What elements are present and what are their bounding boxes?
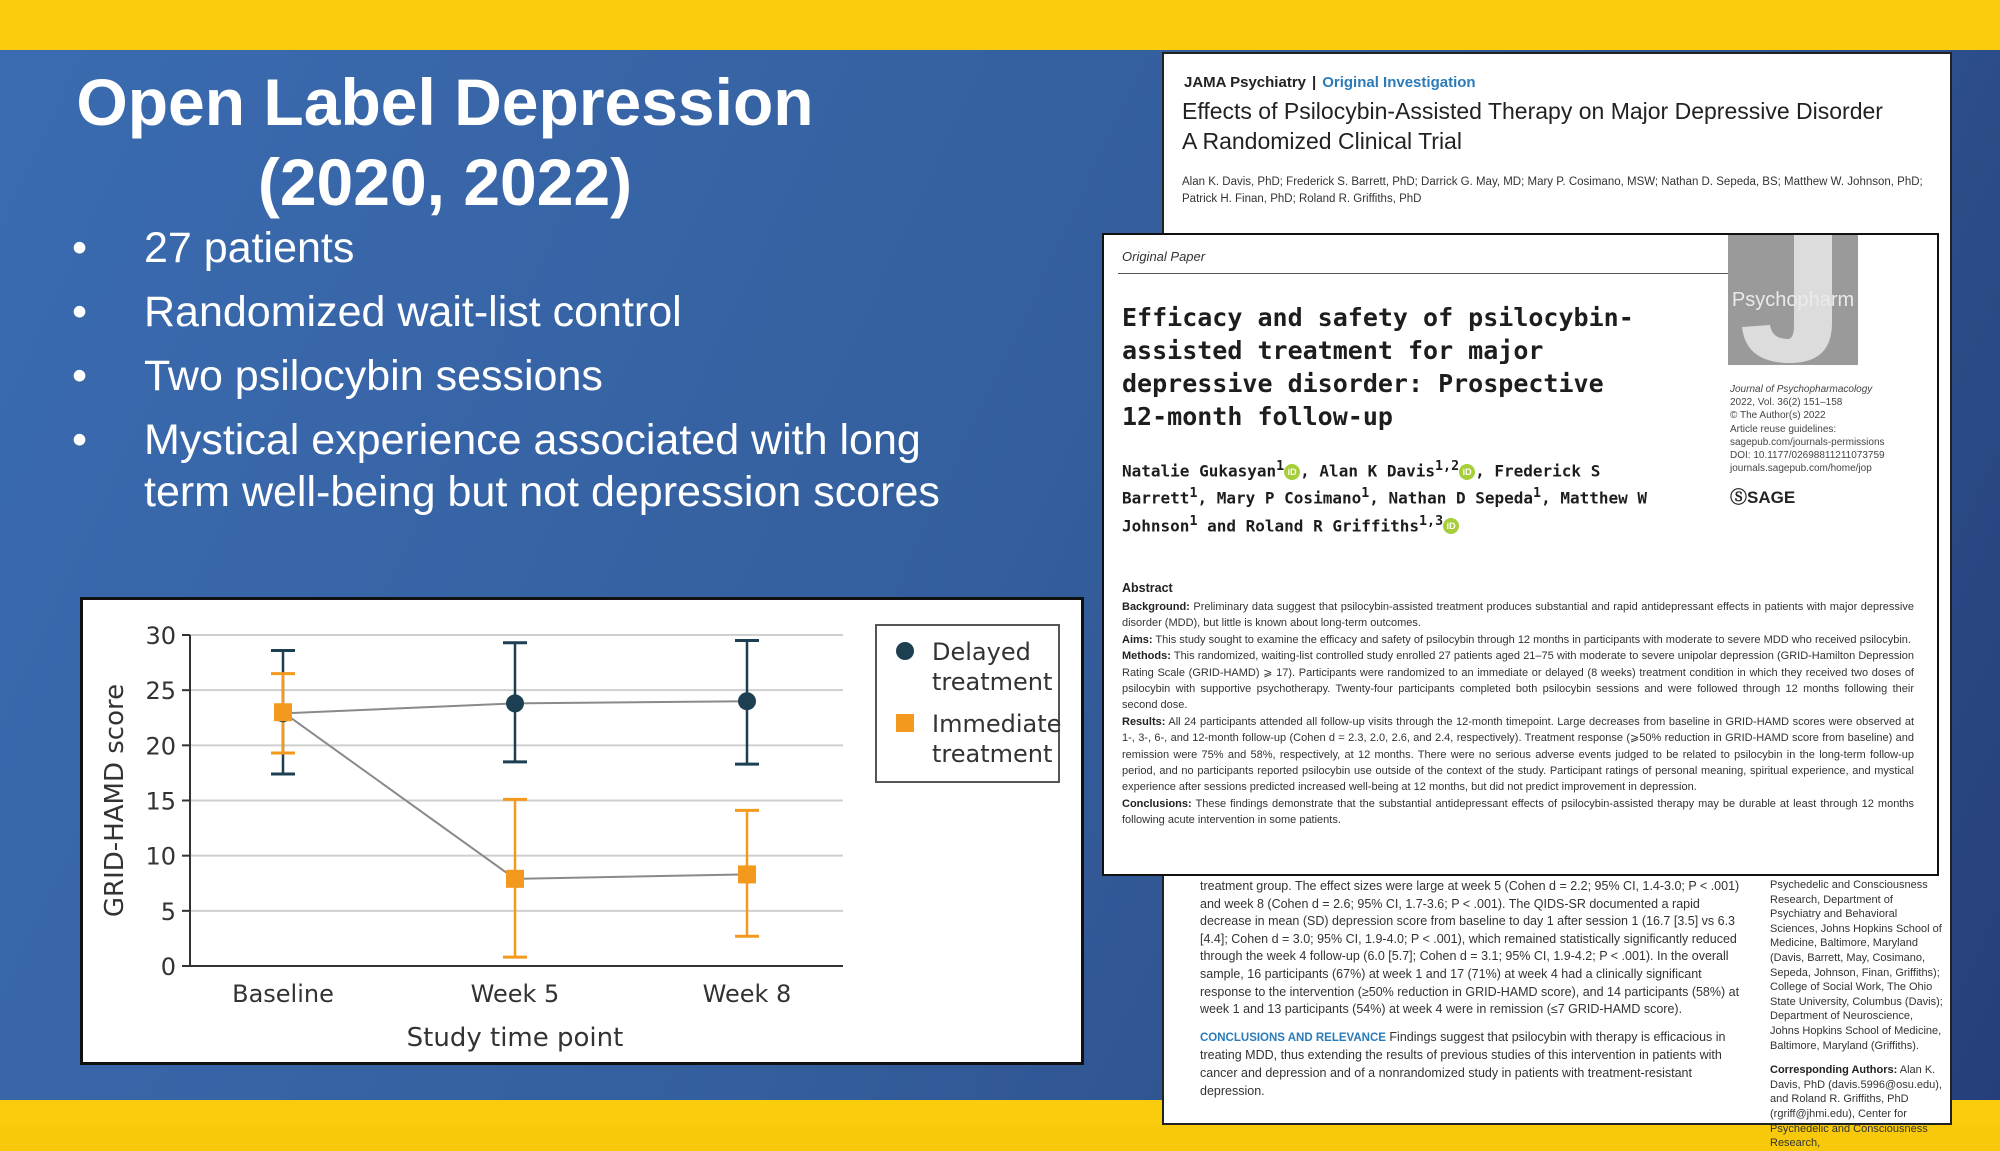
author-sup: 1: [1189, 513, 1198, 529]
corresponding-authors: [1770, 1063, 1945, 1151]
legend-label: Immediate: [932, 710, 1062, 738]
jama-header: [1184, 74, 1476, 91]
data-point: [506, 870, 524, 888]
data-point: [506, 694, 524, 712]
y-tick-label: 30: [145, 622, 176, 650]
y-tick-label: 25: [145, 677, 176, 706]
data-point: [738, 865, 756, 883]
x-tick-label: Week 5: [470, 980, 560, 1008]
top-accent-bar: [0, 0, 2000, 50]
data-point: [274, 703, 292, 721]
corresponding-heading: Corresponding Authors:: [1770, 1064, 1898, 1077]
slide-title-line2: (2020, 2022): [257, 145, 633, 219]
abstract-label: Aims:: [1122, 633, 1153, 646]
grid-hamd-chart: [83, 600, 1081, 1062]
y-tick-label: 15: [145, 787, 176, 816]
meta-line: Article reuse guidelines:: [1730, 423, 1837, 435]
author-sup: 1: [1276, 459, 1285, 474]
paper-authors: Natalie Gukasyan$^1$ iD , Alan K Davis$^{1,2}$ iD , Frederick S Barrett$^1$, Mary P Cosimano$^1$, Nathan D Sepeda$^1$, Matthew W Johnson$^1$ and Roland R Griffiths$^{1,3}$ iD: [1122, 459, 1648, 535]
journal-meta: [1730, 383, 1935, 475]
y-tick-label: 5: [160, 897, 176, 926]
y-tick-label: 10: [145, 842, 176, 871]
jama-sidebar: [1770, 878, 1945, 1151]
jama-subtitle: A Randomized Clinical Trial: [1182, 128, 1462, 154]
author-sup: 1: [1189, 486, 1198, 502]
paper-title: Efficacy and safety of psilocybin-assisted treatment for major depressive disorder: Prospective 12-month follow-up: [1122, 303, 1634, 431]
journal-name: JAMA Psychiatry: [1184, 74, 1306, 91]
orcid-icon: iD: [1443, 518, 1459, 534]
legend-label: treatment: [932, 668, 1053, 696]
sage-icon: Ⓢ: [1730, 488, 1747, 507]
abstract-label: Methods:: [1122, 650, 1171, 663]
author-sup: 1: [1361, 486, 1370, 502]
data-point: [738, 692, 756, 710]
orcid-icon: iD: [1459, 464, 1475, 480]
paper-kind: Original Paper: [1122, 249, 1206, 264]
author-name: Nathan D Sepeda: [1388, 488, 1534, 508]
author-sup: 1: [1533, 486, 1542, 502]
abstract-section: [1122, 632, 1914, 648]
meta-line: sagepub.com/journals-permissions: [1730, 436, 1885, 448]
abstract-section: [1122, 796, 1914, 829]
abstract-text: Preliminary data suggest that psilocybin-assisted treatment produces substantial and rapid antidepressant effects in patients with major depressive disorder (MDD), but little is known about long-term outcomes.: [1122, 601, 1914, 630]
legend-marker: [896, 642, 914, 660]
bullet-item: • 27 patients: [72, 222, 1012, 274]
slide-title: [40, 62, 850, 222]
journal-name: Journal of Psychopharmacology: [1730, 384, 1873, 395]
x-axis-title: Study time point: [406, 1023, 624, 1053]
journal-logo: [1728, 235, 1858, 365]
jama-body: [1200, 878, 1740, 1100]
bullet-list: [72, 222, 1012, 530]
author-name: Roland R Griffiths: [1245, 515, 1420, 535]
psychopharm-paper-image: [1102, 233, 1939, 876]
affiliations: Psychedelic and Consciousness Research, Department of Psychiatry and Behavioral Sciences, Johns Hopkins School of Medicine, Baltimore, Maryland (Davis, Barrett, May, Cosimano, Sepeda, Johnson, Finan, Griffiths); College of Social Work, The Ohio State University, Columbus (Davis); Department of Neuroscience, Johns Hopkins School of Medicine, Baltimore, Maryland (Griffiths).: [1770, 879, 1943, 1052]
slide-title-line1: Open Label Depression: [76, 65, 814, 139]
y-axis-title: GRID-HAMD score: [100, 683, 130, 918]
abstract-label: Conclusions:: [1122, 797, 1192, 810]
conclusions-text: Findings suggest that psilocybin with therapy is efficacious in treating MDD, thus extending the results of previous studies of this intervention in patients with cancer and depression and of a nonrandomized study in patients with treatment-resistant depression.: [1200, 1029, 1726, 1098]
corresponding-text: Alan K. Davis, PhD (davis.5996@osu.edu), and Roland R. Griffiths, PhD (rgriff@jhmi.edu), Center for Psychedelic and Consciousness Research,: [1770, 1064, 1942, 1150]
abstract-section: [1122, 648, 1914, 714]
y-tick-label: 0: [160, 953, 176, 981]
author-name: Alan K Davis: [1319, 461, 1436, 481]
author-name: Mary P Cosimano: [1216, 488, 1362, 508]
abstract-text: All 24 participants attended all follow-up visits through the 12-month timepoint. Large decreases from baseline in GRID-HAMD scores were observed at 1-, 3-, 6-, and 12-month follow-up (Cohen d = 2.3, 2.0, 2.6, and 2.4, respectively). Treatment response (⩾50% reduction in GRID-HAMD score from baseline) and remission were 75% and 58%, respectively, at 12 months. There were no serious adverse events judged to be related to psilocybin in the long-term follow-up period, and no participants reported psilocybin use outside of the context of the study. Participant ratings of personal meaning, spiritual experience, and mystical experience after sessions predicted increased well-being at 12 months, but did not predict improvement in depression.: [1122, 715, 1915, 794]
bullet-item: • Mystical experience associated with long term well-being but not depression scores: [72, 414, 1012, 518]
jama-title-block: [1182, 96, 1922, 156]
publisher-name: SAGE: [1747, 488, 1796, 507]
author-sup: 1,2: [1435, 459, 1460, 474]
publisher-logo: [1730, 483, 1795, 508]
meta-line: 2022, Vol. 36(2) 151–158: [1730, 397, 1843, 409]
author-name: Frederick S Barrett: [1122, 461, 1601, 508]
jama-results-text: treatment group. The effect sizes were large at week 5 (Cohen d = 2.2; 95% CI, 1.4-3.0; P < .001) and week 8 (Cohen d = 2.6; 95% CI, 1.7-3.6; P < .001). The QIDS-SR documented a rapid decrease in mean (SD) depression score from baseline to day 1 after session 1 (16.7 [3.5] vs 6.3 [4.4]; Cohen d = 3.0; 95% CI, 1.9-4.0; P < .001), which remained statistically significantly reduced through the week 4 follow-up (6.0 [5.7]; Cohen d = 3.1; 95% CI, 1.9-4.2; P < .001). In the overall sample, 16 participants (67%) at week 1 and 17 (71%) at week 4 had a clinically significant response to the intervention (≥50% reduction in GRID-HAMD score), and 14 participants (58%) at week 1 and 13 participants (54%) at week 4 were in remission (≤7 GRID-HAMD score).: [1200, 879, 1740, 1017]
author-name: Matthew W Johnson: [1122, 488, 1648, 535]
legend-label: treatment: [932, 740, 1053, 768]
chart-panel: [80, 597, 1084, 1065]
jama-title: Effects of Psilocybin-Assisted Therapy on Major Depressive Disorder: [1182, 98, 1883, 124]
header-rule: [1118, 273, 1832, 274]
abstract-body: [1122, 599, 1914, 829]
abstract-label: Results:: [1122, 715, 1166, 728]
jama-authors: Alan K. Davis, PhD; Frederick S. Barrett, PhD; Darrick G. May, MD; Mary P. Cosimano, MSW; Nathan D. Sepeda, BS; Matthew W. Johnson, PhD; Patrick H. Finan, PhD; Roland R. Griffiths, PhD: [1182, 176, 1923, 205]
bullet-item: • Two psilocybin sessions: [72, 350, 1012, 402]
meta-line: © The Author(s) 2022: [1730, 410, 1826, 422]
abstract-section: [1122, 714, 1914, 796]
y-tick-label: 20: [145, 732, 176, 761]
meta-line: journals.sagepub.com/home/jop: [1730, 463, 1872, 475]
logo-text: Psychopharm: [1731, 289, 1855, 311]
author-name: Natalie Gukasyan: [1122, 461, 1277, 481]
meta-line: DOI: 10.1177/02698811211073759: [1730, 450, 1885, 462]
abstract-text: This study sought to examine the efficacy and safety of psilocybin through 12 months in participants with moderate to severe MDD who received psilocybin.: [1155, 633, 1911, 646]
conclusions-heading: CONCLUSIONS AND RELEVANCE: [1200, 1031, 1386, 1044]
article-type: Original Investigation: [1322, 74, 1476, 91]
header-separator: |: [1312, 74, 1317, 91]
abstract-label: Background:: [1122, 601, 1190, 613]
jama-conclusions: [1200, 1029, 1740, 1100]
legend-marker: [896, 714, 914, 732]
x-tick-label: Baseline: [232, 980, 334, 1008]
abstract-section: [1122, 599, 1914, 632]
bullet-item: • Randomized wait-list control: [72, 286, 1012, 338]
abstract-text: This randomized, waiting-list controlled study enrolled 27 patients aged 21–75 with moderate to severe unipolar depression (GRID-Hamilton Depression Rating Scale (GRID-HAMD) ⩾ 17). Participants were randomized to an immediate or delayed (8 weeks) treatment condition in which they received two doses of psilocybin with supportive psychotherapy. Twenty-four participants completed both psilocybin sessions and were followed through 12 months following their second dose.: [1122, 650, 1914, 712]
x-tick-label: Week 8: [702, 980, 792, 1008]
legend-label: Delayed: [932, 638, 1031, 666]
abstract-text: These findings demonstrate that the substantial antidepressant effects of psilocybin-assisted therapy may be durable at least through 12 months following acute intervention in some patients.: [1122, 797, 1915, 827]
author-sup: 1,3: [1419, 513, 1444, 529]
abstract-heading: Abstract: [1122, 581, 1173, 595]
orcid-icon: iD: [1284, 464, 1300, 480]
